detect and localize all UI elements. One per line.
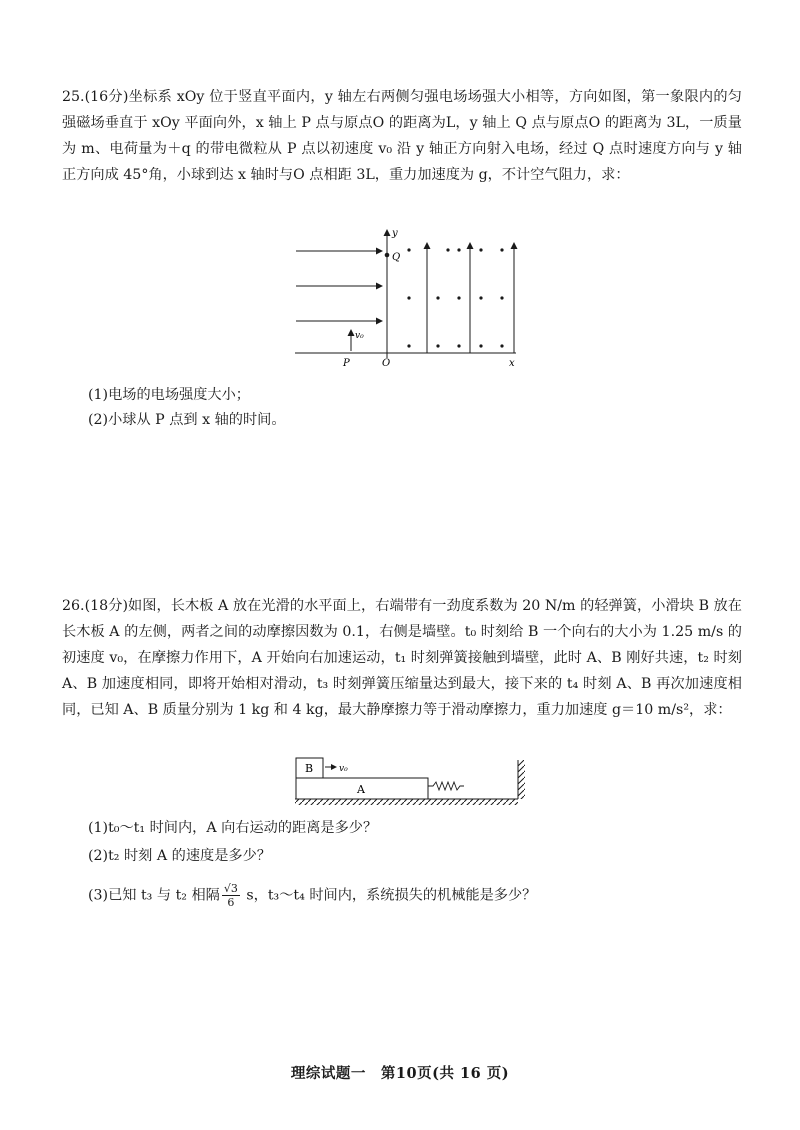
- q26-sub3-pre: (3)已知 t₃ 与 t₂ 相隔: [88, 887, 220, 904]
- q26-sub1: (1)t₀～t₁ 时间内，A 向右运动的距离是多少？: [88, 820, 378, 836]
- label-p: P: [343, 358, 350, 368]
- magnetic-field-dots: [407, 248, 503, 347]
- wall-hatch: [518, 760, 525, 799]
- ground-hatch: [295, 799, 518, 805]
- label-o: O: [382, 358, 391, 368]
- q26-figure: [290, 754, 535, 812]
- page-footer: 理综试题一 第10页(共 16 页): [290, 1065, 510, 1082]
- question-26-text: 26.(18分)如图，长木板 A 放在光滑的水平面上，右端带有一劲度系数为 20 N/m 的轻弹簧，小滑块 B 放在长木板 A 的左侧，两者之间的动摩擦因数为 0.1，右侧是墙壁。t₀ 时刻给 B 一个向右的大小为 1.25 m/s 的初速度 v₀，在摩擦力作用下，A 开始向右加速运动，t₁ 时刻弹簧接触到墙壁，此时 A、B 刚好共速，t₂ 时刻 A、B 加速度相同，即将开始相对滑动，t₃ 时刻弹簧压缩量达到最大，接下来的 t₄ 时刻 A、B 再次加速度相同，已知 A、B 质量分别为 1 kg 和 4 kg，最大静摩擦力等于滑动摩擦力，重力加速度 g＝10 m/s²，求：: [62, 598, 742, 718]
- label-q: Q: [392, 252, 401, 263]
- fraction-numerator: √3: [223, 882, 238, 895]
- q25-sub1: (1)电场的电场强度大小；: [88, 387, 250, 403]
- point-q: [385, 253, 390, 258]
- label-x: x: [509, 358, 515, 368]
- label-y: y: [392, 228, 398, 239]
- spring: [428, 782, 464, 790]
- fraction: [222, 882, 240, 909]
- fraction-denominator: 6: [227, 896, 235, 909]
- label-v0: v₀: [355, 331, 364, 341]
- q26-sub3-post: s，t₃～t₄ 时间内，系统损失的机械能是多少？: [241, 887, 537, 904]
- label-v0: v₀: [339, 764, 348, 774]
- q26-sub3: [88, 882, 536, 909]
- label-b: B: [305, 762, 314, 775]
- q25-figure: [290, 226, 530, 368]
- q26-sub2: (2)t₂ 时刻 A 的速度是多少？: [88, 848, 271, 864]
- label-a: A: [357, 783, 365, 796]
- q25-sub2: (2)小球从 P 点到 x 轴的时间。: [88, 412, 286, 428]
- question-25-text: 25.(16分)坐标系 xOy 位于竖直平面内，y 轴左右两侧匀强电场场强大小相等，方向如图，第一象限内的匀强磁场垂直于 xOy 平面向外，x 轴上 P 点与原点O 的距离为L，y 轴上 Q 点与原点O 的距离为 3L，一质量为 m、电荷量为＋q 的带电微粒从 P 点以初速度 v₀ 沿 y 轴正方向射入电场，经过 Q 点时速度方向与 y 轴正方向成 45°角，小球到达 x 轴时与O 点相距 3L，重力加速度为 g，不计空气阻力，求：: [62, 89, 742, 183]
